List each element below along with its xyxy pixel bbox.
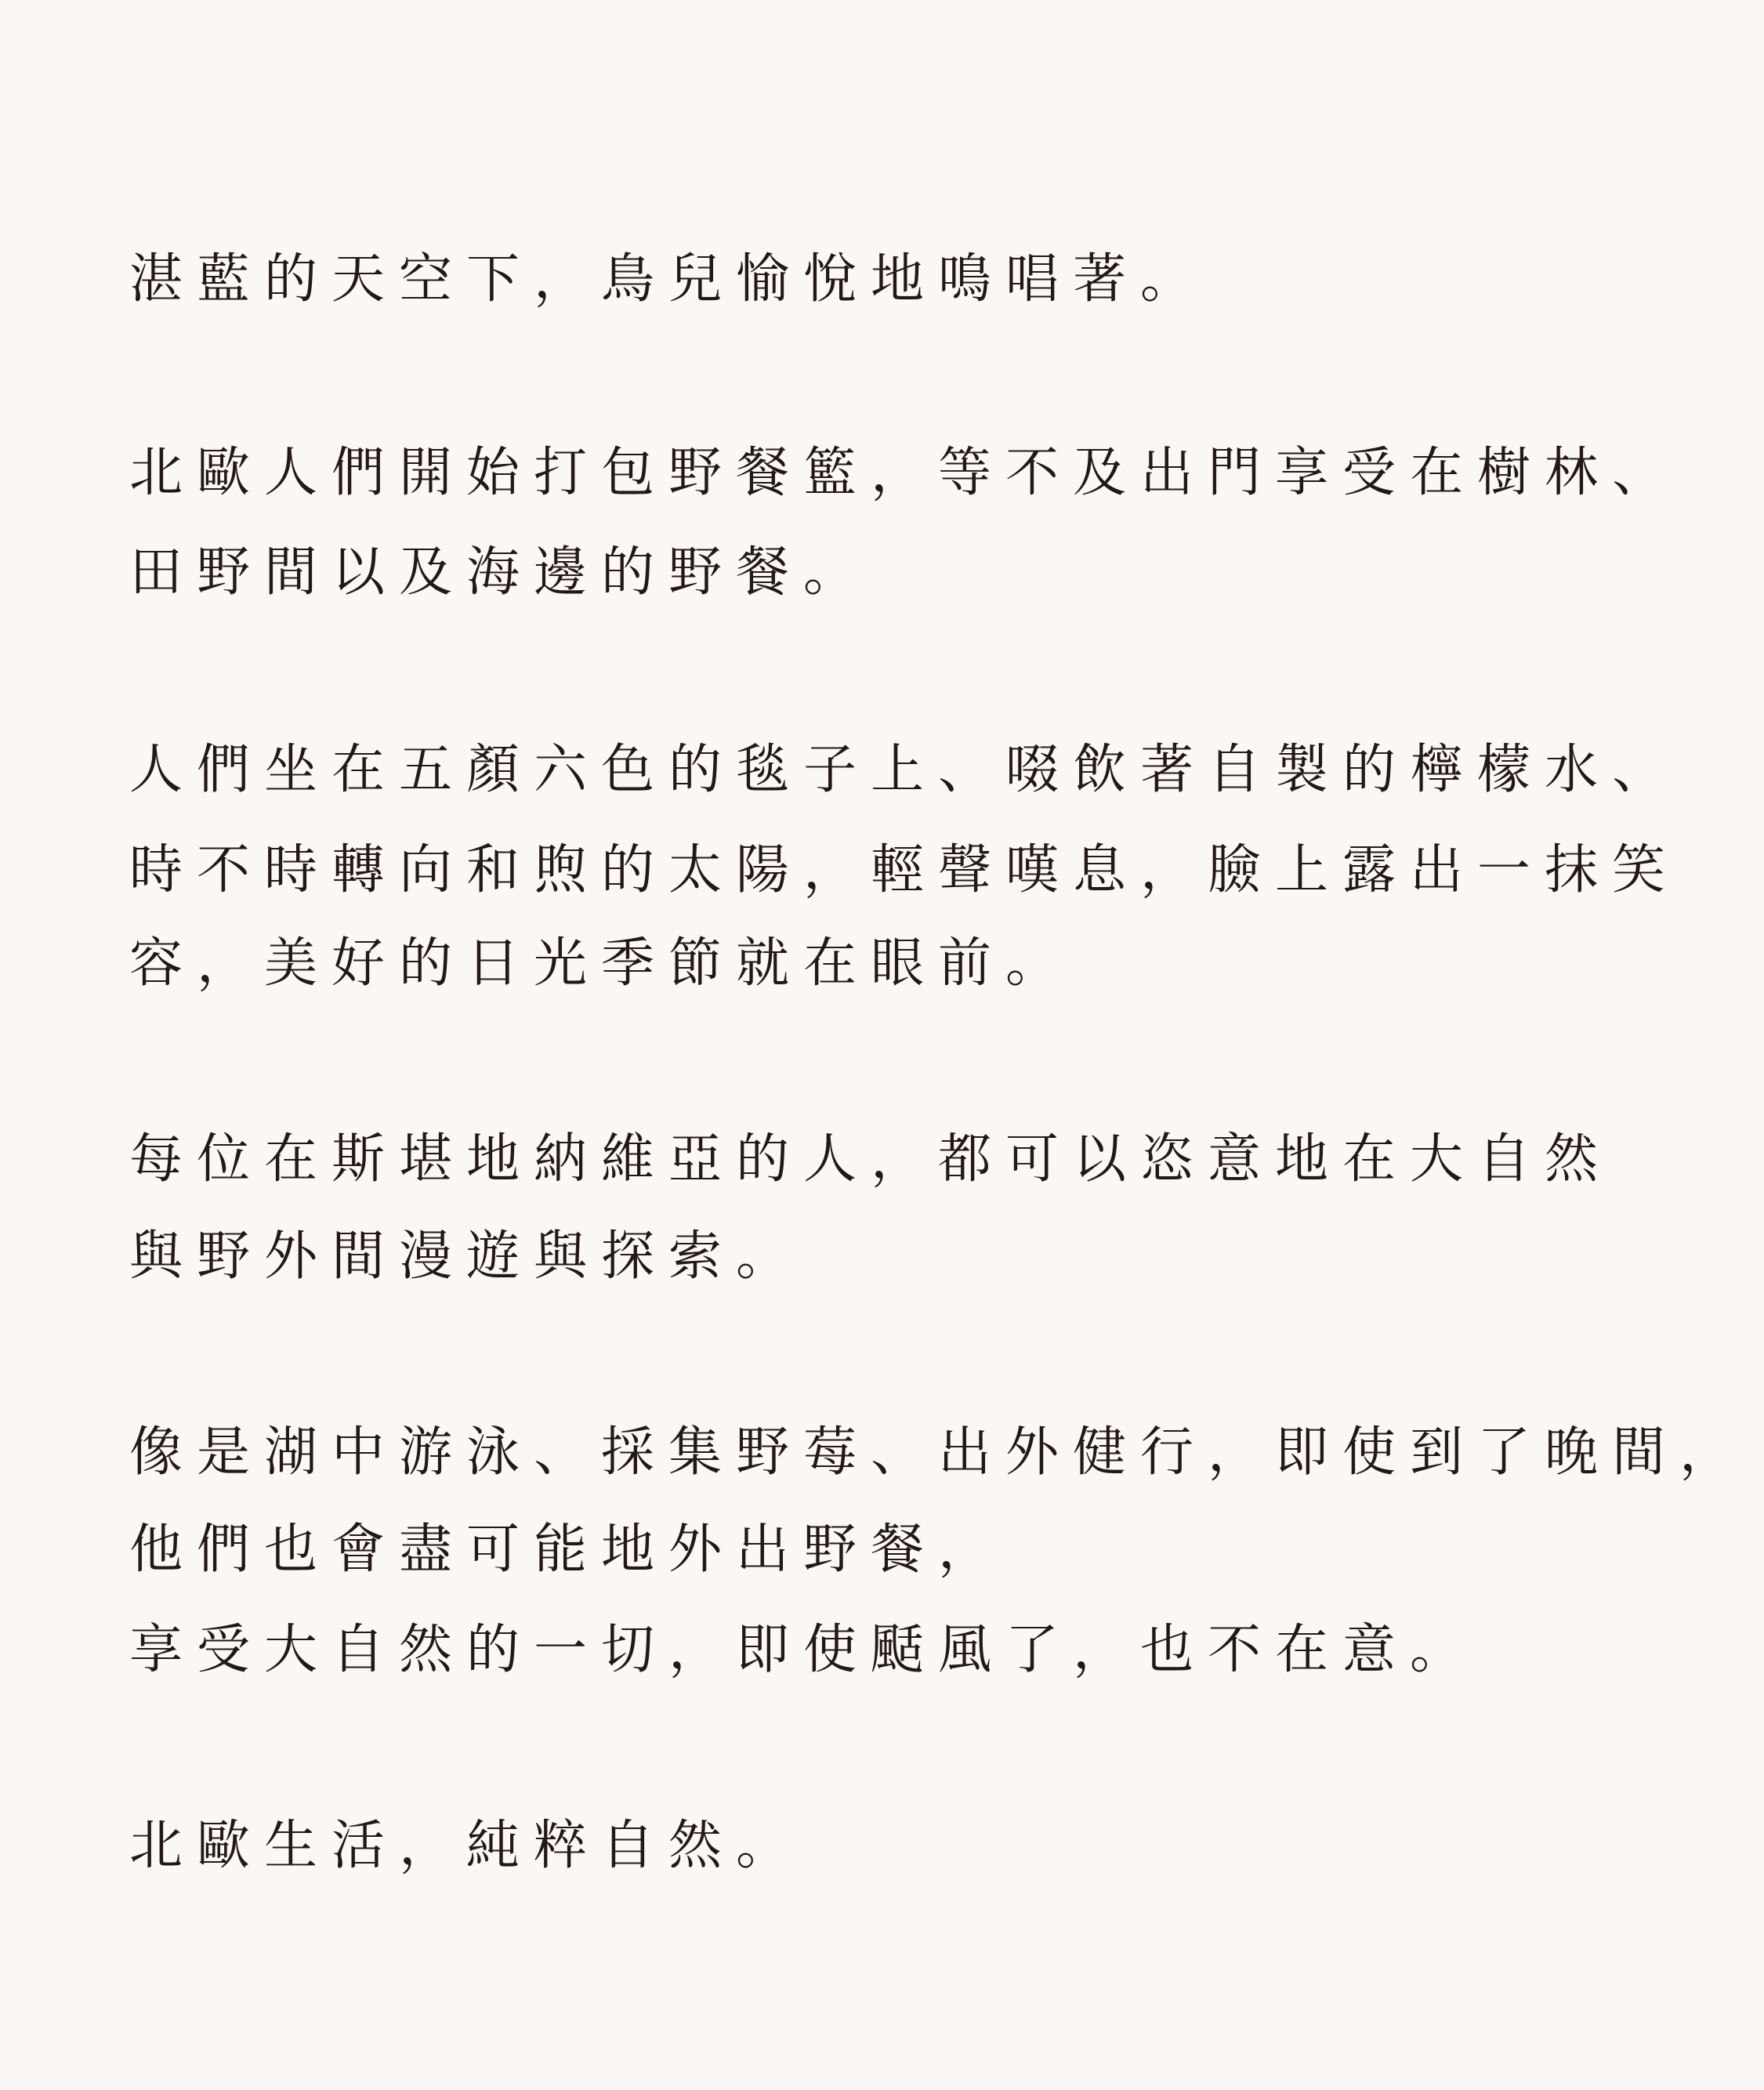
paragraph-3-line-1: 人們坐在五顏六色的毯子上、啜飲著自製的檸檬水、 xyxy=(129,739,1680,801)
paragraph-5-line-2: 他們也會盡可能地外出野餐， xyxy=(129,1519,1006,1581)
paragraph-3-line-3: 容，美好的日光季節就在眼前。 xyxy=(129,933,1074,994)
paragraph-2-line-1: 北歐人們開始打包野餐籃，等不及出門享受在樹林、 xyxy=(129,442,1680,504)
paragraph-2-line-2: 田野間以及海邊的野餐。 xyxy=(129,542,871,603)
paragraph-5-line-3: 享受大自然的一切，即使颳風了，也不在意。 xyxy=(129,1619,1478,1681)
paragraph-4-line-2: 與野外間漫遊與探索。 xyxy=(129,1226,804,1288)
paragraph-3-line-2: 時不時轉向和煦的太陽，輕聲嘆息，臉上露出一抹笑 xyxy=(129,839,1680,901)
paragraph-1-line-1: 湛藍的天空下，鳥兒愉悅地鳴唱著。 xyxy=(129,248,1208,310)
paragraph-5-line-1: 像是湖中游泳、採集野莓、出外健行，即使到了晚間， xyxy=(129,1422,1748,1483)
paragraph-6-line-1: 北歐生活，純粹自然。 xyxy=(129,1815,804,1877)
paragraph-4-line-1: 每位在斯堪地納維亞的人，都可以恣意地在大自然 xyxy=(129,1128,1613,1190)
